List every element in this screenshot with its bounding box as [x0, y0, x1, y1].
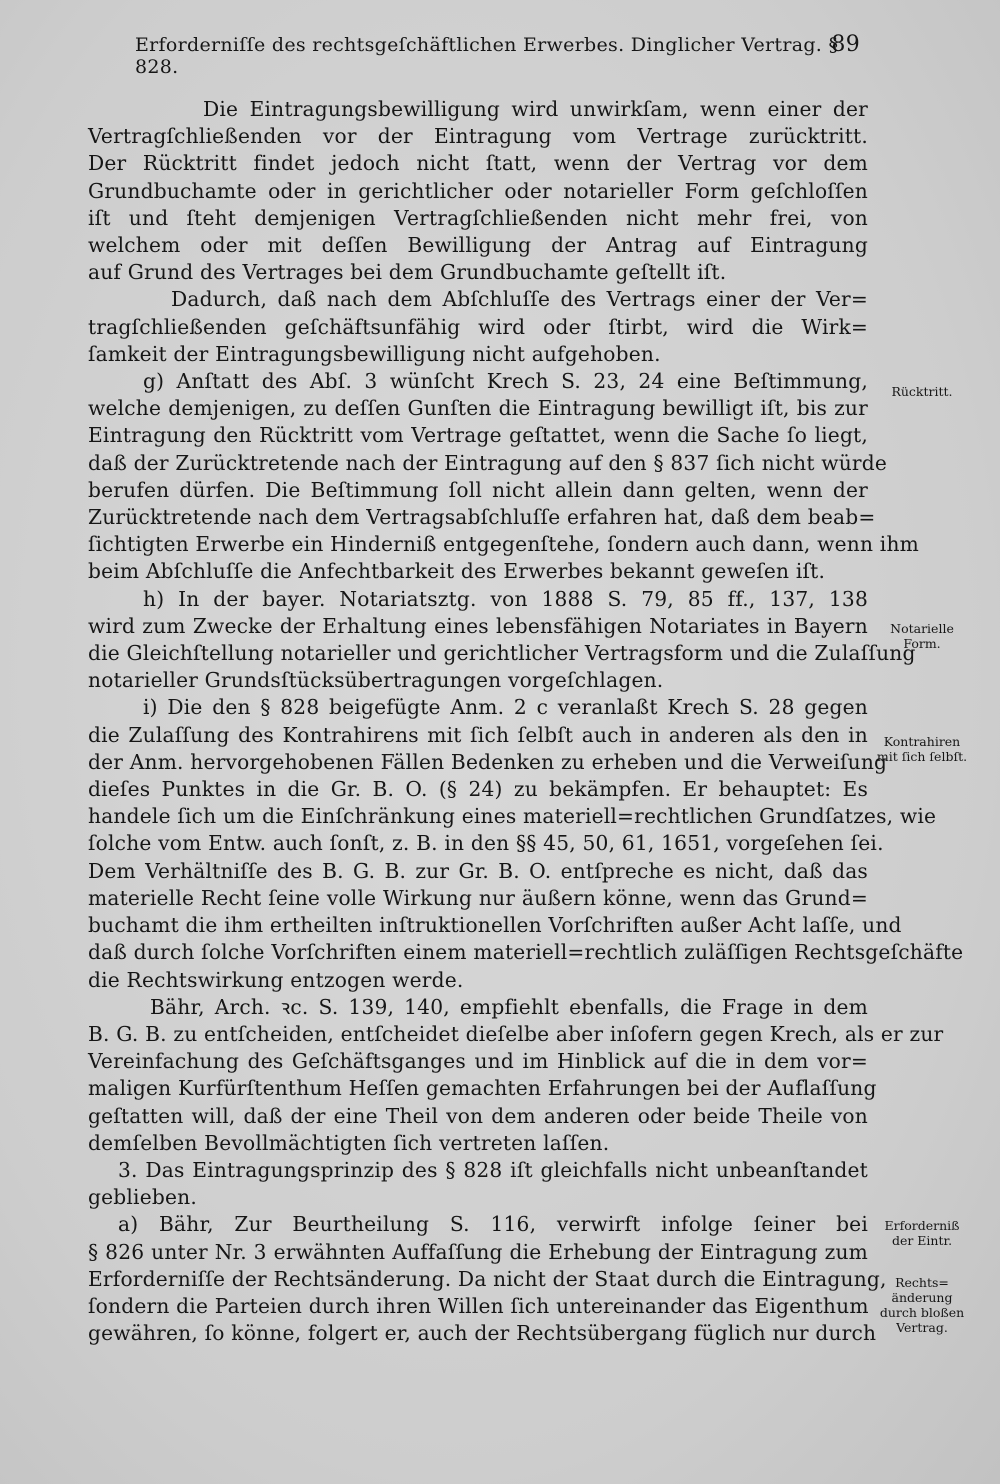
text-line: wird zum Zwecke der Erhaltung eines lebensfähigen Notariates in Bayern [88, 613, 868, 638]
running-header [135, 34, 860, 78]
text-line: handele ſich um die Einſchränkung eines materiell=rechtlichen Grundſatzes, wie [88, 804, 937, 829]
text-line: berufen dürfen. Die Beſtimmung ſoll nicht allein dann gelten, wenn der [88, 477, 868, 502]
text-line: geſtatten will, daß der eine Theil von dem anderen oder beide Theile von [88, 1103, 868, 1128]
text-line: buchamt die ihm ertheilten inſtruktionellen Vorſchriften außer Acht laſſe, und [88, 913, 902, 938]
page-number: 89 [831, 32, 860, 57]
text-line: i) Die den § 828 beigefügte Anm. 2 c veranlaßt Krech S. 28 gegen [143, 695, 868, 720]
text-line: welchem oder mit deſſen Bewilligung der Antrag auf Eintragung [88, 233, 868, 258]
paragraph [88, 1211, 887, 1347]
paragraph [88, 1157, 868, 1211]
margin-note-ruecktritt: Rücktritt. [891, 384, 953, 399]
margin-note-rechtsaenderung: Rechts= änderung durch bloßen Vertrag. [879, 1275, 965, 1335]
text-line: daß der Zurücktretende nach der Eintragung auf den § 837 ſich nicht würde [88, 450, 888, 475]
margin-note-erforderniss: Erforderniß der Eintr. [884, 1218, 960, 1248]
text-line: notarieller Grundsſtücksübertragungen vorgeſchlagen. [88, 668, 664, 693]
text-line: Bähr, Arch. ꝛc. S. 139, 140, empfiehlt ebenfalls, die Frage in dem [150, 994, 868, 1019]
text-line: ſichtigten Erwerbe ein Hinderniß entgegenſtehe, ſondern auch dann, wenn ihm [88, 532, 920, 557]
text-line: § 826 unter Nr. 3 erwähnten Auffaſſung die Erhebung der Eintragung zum [88, 1239, 868, 1264]
text-line: tragſchließenden geſchäftsunfähig wird oder ſtirbt, wird die Wirk= [88, 314, 868, 339]
text-line: g) Anſtatt des Abſ. 3 wünſcht Krech S. 23, 24 eine Beſtimmung, [143, 369, 868, 394]
text-line: h) In der bayer. Notariatsztg. von 1888 S. 79, 85 ff., 137, 138 [143, 586, 868, 611]
text-line: Vereinfachung des Geſchäftsganges und im Hinblick auf die in dem vor= [88, 1049, 868, 1074]
text-line: geblieben. [88, 1185, 197, 1210]
text-line: auf Grund des Vertrages bei dem Grundbuchamte geſtellt iſt. [88, 260, 727, 285]
text-line: a) Bähr, Zur Beurtheilung S. 116, verwirft infolge ſeiner bei [118, 1212, 868, 1237]
text-line: daß durch ſolche Vorſchriften einem materiell=rechtlich zuläſſigen Rechtsgeſchäfte [88, 940, 964, 965]
text-line: die Zulaſſung des Kontrahirens mit ſich ſelbſt auch in anderen als den in [88, 722, 868, 747]
text-line: maligen Kurfürſtenthum Heſſen gemachten Erfahrungen bei der Auflaſſung [88, 1076, 877, 1101]
text-line: Die Eintragungsbewilligung wird unwirkſam, wenn einer der [203, 97, 868, 121]
text-line: welche demjenigen, zu deſſen Gunſten die Eintragung bewilligt iſt, bis zur [88, 396, 868, 421]
text-line: Der Rücktritt findet jedoch nicht ſtatt, wenn der Vertrag vor dem [88, 151, 868, 176]
text-line: beim Abſchluſſe die Anfechtbarkeit des Erwerbes bekannt geweſen iſt. [88, 559, 826, 584]
text-line: gewähren, ſo könne, folgert er, auch der Rechtsübergang füglich nur durch [88, 1321, 877, 1346]
text-line: Dadurch, daß nach dem Abſchluſſe des Vertrags einer der Ver= [171, 287, 868, 312]
text-line: dieſes Punktes in die Gr. B. O. (§ 24) zu bekämpfen. Er behauptet: Es [88, 777, 868, 802]
text-line: die Gleichſtellung notarieller und gerichtlicher Vertragsform und die Zulaſſung [88, 641, 916, 666]
text-line: iſt und ſteht demjenigen Vertragſchließenden nicht mehr frei, von [88, 205, 868, 230]
text-line: demſelben Bevollmächtigten ſich vertreten laſſen. [88, 1130, 610, 1155]
text-line: der Anm. hervorgehobenen Fällen Bedenken zu erheben und die Verweiſung [88, 749, 888, 774]
text-line: Eintragung den Rücktritt vom Vertrage geſtattet, wenn die Sache ſo liegt, [88, 423, 868, 448]
text-line: materielle Recht ſeine volle Wirkung nur äußern könne, wenn das Grund= [88, 885, 868, 910]
text-line: Zurücktretende nach dem Vertragsabſchluſſe erfahren hat, daß dem beab= [88, 505, 876, 530]
text-line: Dem Verhältniſſe des B. G. B. zur Gr. B. O. entſpreche es nicht, daß das [88, 858, 868, 883]
text-line: Grundbuchamte oder in gerichtlicher oder notarieller Form geſchloſſen [88, 178, 868, 203]
paragraph [88, 994, 944, 1157]
text-line: B. G. B. zu entſcheiden, entſcheidet dieſelbe aber inſofern gegen Krech, als er zur [88, 1021, 944, 1046]
margin-note-notarielle-form: Notarielle Form. [890, 621, 954, 651]
text-line: Erforderniſſe der Rechtsänderung. Da nicht der Staat durch die Eintragung, [88, 1266, 887, 1291]
paragraph [88, 96, 868, 286]
text-line: ſolche vom Entw. auch ſonſt, z. B. in den §§ 45, 50, 61, 1651, vorgeſehen ſei. [88, 831, 884, 856]
text-line: die Rechtswirkung entzogen werde. [88, 967, 464, 992]
paragraph [88, 586, 916, 695]
text-line: Vertragſchließenden vor der Eintragung vom Vertrage zurücktritt. [88, 124, 868, 149]
paragraph [88, 368, 920, 586]
text-line: ſamkeit der Eintragungsbewilligung nicht aufgehoben. [88, 341, 661, 366]
running-title: Erforderniſſe des rechtsgeſchäftlichen Erwerbes. Dinglicher Vertrag. § 828. [135, 34, 839, 78]
margin-note-kontrahiren: Kontrahiren mit ſich ſelbſt. [876, 734, 968, 764]
paragraph [88, 286, 868, 368]
text-line: 3. Das Eintragungsprinzip des § 828 iſt gleichfalls nicht unbeanſtandet [118, 1157, 868, 1182]
text-line: ſondern die Parteien durch ihren Willen ſich untereinander das Eigenthum [88, 1293, 869, 1318]
